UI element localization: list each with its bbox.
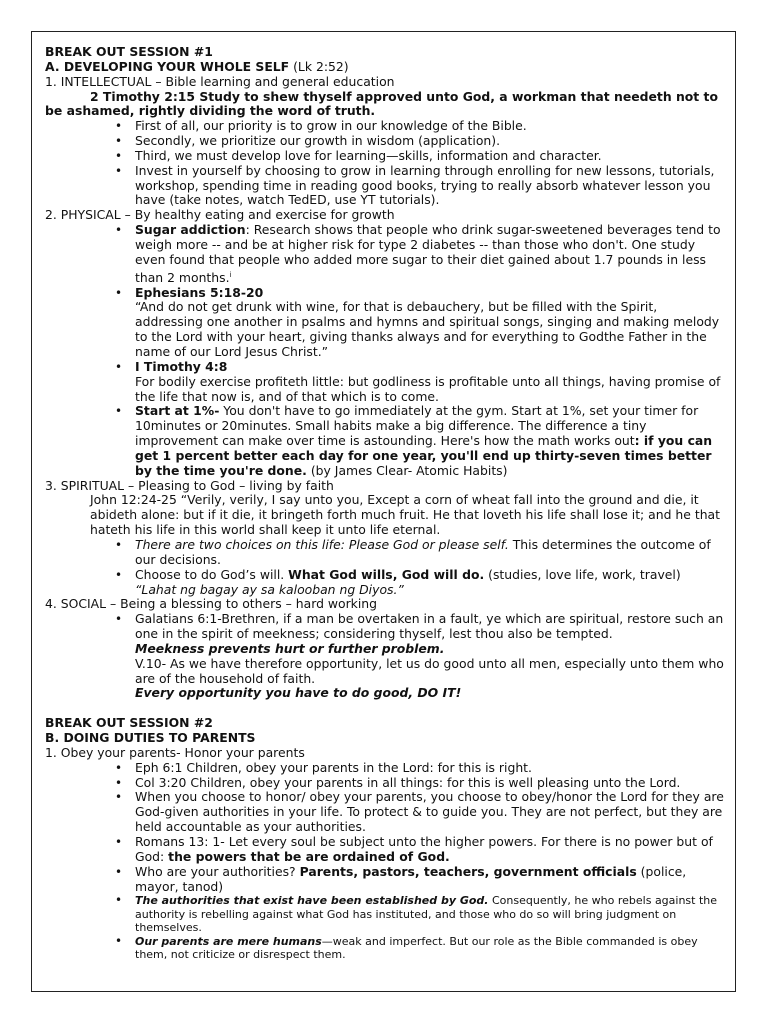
list-item: • Ephesians 5:18-20 “And do not get drunk with wine, for that is debauchery, but be filled with the Spirit, addressing one another in psalms and hymns and spiritual songs, singing and making melody to the Lord with your heart, giving thanks always and for everything to Godthe Father in the name of our Lord Jesus Christ.” — [45, 286, 725, 360]
meekness-line: Meekness prevents hurt or further problem. — [135, 640, 445, 656]
physical-label: 2. PHYSICAL – By healthy eating and exercise for growth — [45, 207, 395, 223]
intellectual-label: 1. INTELLECTUAL – Bible learning and general education — [45, 73, 395, 89]
spiritual-verse: John 12:24-25 “Verily, verily, I say unto you, Except a corn of wheat fall into the ground and die, it abideth alone: but if it die, it bringeth forth much fruit. He that loveth his life shall lose it; and he that hateth his life in this world shall keep it unto life eternal. — [90, 492, 720, 538]
list-item: • Third, we must develop love for learning—skills, information and character. — [45, 149, 725, 164]
list-item: • Who are your authorities? Parents, pastors, teachers, government officials (police, mayor, tanod) — [45, 865, 725, 895]
list-item: • First of all, our priority is to grow in our knowledge of the Bible. — [45, 119, 725, 134]
list-item: • Galatians 6:1-Brethren, if a man be overtaken in a fault, ye which are spiritual, restore such an one in the spirit of meekness; considering thyself, lest thou also be tempted. — [45, 612, 725, 642]
section-b-heading: B. DOING DUTIES TO PARENTS — [45, 730, 256, 746]
physical-list — [45, 223, 725, 478]
spacer — [45, 701, 725, 716]
list-item: • Romans 13: 1- Let every soul be subject unto the higher powers. For there is no power but of God: the powers that be are ordained of God. — [45, 835, 725, 865]
document-body — [45, 45, 725, 962]
list-item: • Start at 1%- You don't have to go immediately at the gym. Start at 1%, set your timer for 10minutes or 20minutes. Small habits make a big difference. The difference a tiny improvement can make over time is astounding. Here's how the math works out: if you can get 1 percent better each day for one year, you'll end up thirty-seven times better by the time you're done. (by James Clear- Atomic Habits) — [45, 404, 725, 478]
list-item: • When you choose to honor/ obey your parents, you choose to obey/honor the Lord for they are God-given authorities in your life. To protect & to guide you. They are not perfect, but they are held accountable as your authorities. — [45, 790, 725, 835]
list-item: • Our parents are mere humans—weak and imperfect. But our role as the Bible commanded is obey them, not criticize or disrespect them. — [45, 935, 725, 962]
list-item: • Eph 6:1 Children, obey your parents in the Lord: for this is right. — [45, 761, 725, 776]
list-item: • Choose to do God’s will. What God wills, God will do. (studies, love life, work, travel) “Lahat ng bagay ay sa kalooban ng Diyos.” — [45, 568, 725, 598]
list-item: • Invest in yourself by choosing to grow in learning through enrolling for new lessons, tutorials, workshop, spending time in reading good books, trying to really absorb whatever lesson you have (take notes, watch TedED, use YT tutorials). — [45, 164, 725, 209]
intellectual-verse: 2 Timothy 2:15 Study to shew thyself approved unto God, a workman that needeth not to be ashamed, rightly dividing the word of truth. — [45, 88, 718, 119]
session-2-title: BREAK OUT SESSION #2 — [45, 715, 213, 731]
list-item: • Sugar addiction: Research shows that people who drink sugar-sweetened beverages tend to weigh more -- and be at higher risk for type 2 diabetes -- than those who don't. One study even found that people who added more sugar to their diet gained about 1.7 pounds in less than 2 months.$^i$ — [45, 223, 725, 286]
section-a-heading: A. DEVELOPING YOUR WHOLE SELF (Lk 2:52) — [45, 58, 349, 74]
list-item: • The authorities that exist have been established by God. Consequently, he who rebels against the authority is rebelling against what God has instituted, and those who do so will bring judgment on themselves. — [45, 894, 725, 935]
parents-list — [45, 761, 725, 962]
list-item: • Col 3:20 Children, obey your parents in all things: for this is well pleasing unto the Lord. — [45, 776, 725, 791]
list-item: • There are two choices on this life: Please God or please self. This determines the outcome of our decisions. — [45, 538, 725, 568]
spiritual-label: 3. SPIRITUAL – Pleasing to God – living by faith — [45, 477, 334, 493]
social-label: 4. SOCIAL – Being a blessing to others – hard working — [45, 596, 378, 612]
spiritual-list — [45, 538, 725, 597]
verse-10: V.10- As we have therefore opportunity, let us do good unto all men, especially unto them who are of the household of faith. — [135, 655, 724, 686]
list-item: • I Timothy 4:8 For bodily exercise profiteth little: but godliness is profitable unto all things, having promise of the life that now is, and of that which is to come. — [45, 360, 725, 405]
intellectual-list — [45, 119, 725, 208]
do-good-line: Every opportunity you have to do good, DO IT! — [135, 685, 462, 701]
social-list — [45, 612, 725, 642]
list-item: • Secondly, we prioritize our growth in wisdom (application). — [45, 134, 725, 149]
session-1-title: BREAK OUT SESSION #1 — [45, 44, 213, 59]
obey-label: 1. Obey your parents- Honor your parents — [45, 744, 305, 760]
